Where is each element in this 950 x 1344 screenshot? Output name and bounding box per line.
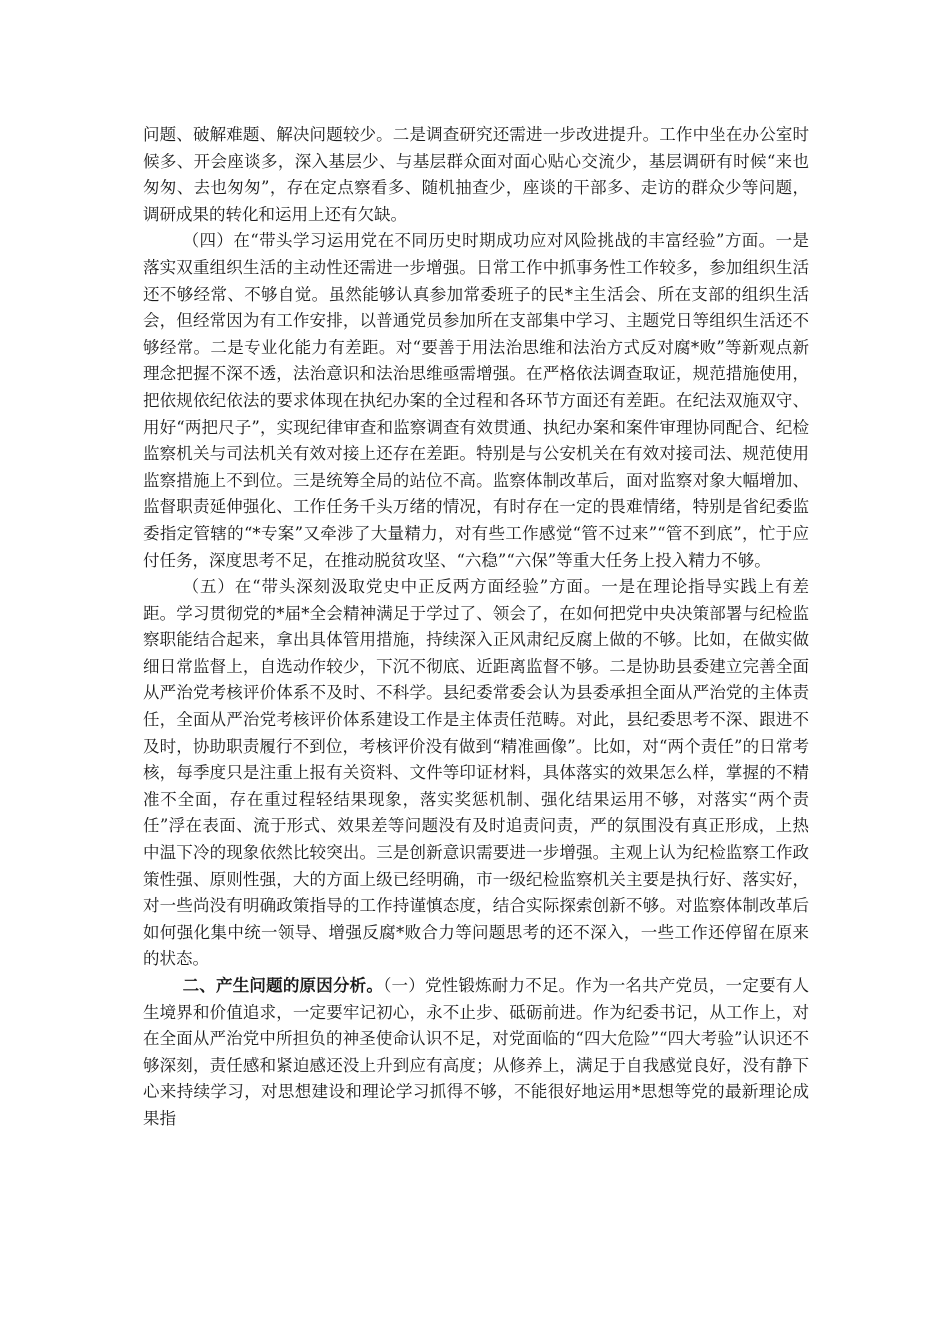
paragraph-2-text: （四）在“带头学习运用党在不同历史时期成功应对风险挑战的丰富经验”方面。一是落实双重组织生活的主动性还需进一步增强。日常工作中抓事务性工作较多，参加组织生活还不够经常、不够自觉。虽然能够认真参加常委班子的民*主生活会、所在支部的组织生活会，但经常因为有工作安排，以普通党员参加所在支部集中学习、主题党日等组织生活还不够经常。二是专业化能力有差距。对“要善于用法治思维和法治方式反对腐*败”等新观点新理念把握不深不透，法治意识和法治思维亟需增强。在严格依法调查取证，规范措施使用，把依规依纪依法的要求体现在执纪办案的全过程和各环节方面还有差距。在纪法双施双守、用好“两把尺子”，实现纪律审查和监察调查有效贯通、执纪办案和案件审理协同配合、纪检监察机关与司法机关有效对接上还存在差距。特别是与公安机关在有效对接司法、规范使用监察措施上不到位。三是统筹全局的站位不高。监察体制改革后，面对监察对象大幅增加、监督职责延伸强化、工作任务千头万绪的情况，有时存在一定的畏难情绪，特别是省纪委监委指定管辖的“*专案”又牵涉了大量精力，对有些工作感觉“管不过来”“管不到底”，忙于应付任务，深度思考不足，在推动脱贫攻坚、“六稳”“六保”等重大任务上投入精力不够。 bbox=[143, 231, 809, 570]
paragraph-1-text: 问题、破解难题、解决问题较少。二是调查研究还需进一步改进提升。工作中坐在办公室时候多、开会座谈多，深入基层少、与基层群众面对面心贴心交流少，基层调研有时候“来也匆匆、去也匆匆”，存在定点察看多、随机抽查少，座谈的干部多、走访的群众少等问题，调研成果的转化和运用上还有欠缺。 bbox=[143, 125, 809, 224]
paragraph-3-text: （五）在“带头深刻汲取党史中正反两方面经验”方面。一是在理论指导实践上有差距。学习贯彻党的*届*全会精神满足于学过了、领会了，在如何把党中央决策部署与纪检监察职能结合起来，拿出具体管用措施，持续深入正风肃纪反腐上做的不够。比如，在做实做细日常监督上，自选动作较少，下沉不彻底、近距离监督不够。二是协助县委建立完善全面从严治党考核评价体系不及时、不科学。县纪委常委会认为县委承担全面从严治党的主体责任，全面从严治党考核评价体系建设工作是主体责任范畴。对此，县纪委思考不深、跟进不及时，协助职责履行不到位，考核评价没有做到“精准画像”。比如，对“两个责任”的日常考核，每季度只是注重上报有关资料、文件等印证材料，具体落实的效果怎么样，掌握的不精准不全面，存在重过程轻结果现象，落实奖惩机制、强化结果运用不够，对落实“两个责任”浮在表面、流于形式、效果差等问题没有及时追责问责，严的氛围没有真正形成，上热中温下冷的现象依然比较突出。三是创新意识需要进一步增强。主观上认为纪检监察工作政策性强、原则性强，大的方面上级已经明确，市一级纪检监察机关主要是执行好、落实好，对一些尚没有明确政策指导的工作持谨慎态度，结合实际探索创新不够。对监察体制改革后如何强化集中统一领导、增强反腐*败合力等问题思考的还不深入，一些工作还停留在原来的状态。 bbox=[143, 577, 809, 969]
paragraph-2 bbox=[143, 228, 809, 574]
section-heading: 二、产生问题的原因分析。 bbox=[182, 976, 384, 995]
document-page bbox=[143, 122, 809, 1133]
paragraph-3 bbox=[143, 574, 809, 973]
paragraph-1 bbox=[143, 122, 809, 228]
paragraph-4 bbox=[143, 973, 809, 1133]
paragraph-4-text: （一）党性锻炼耐力不足。作为一名共产党员，一定要有人生境界和价值追求，一定要牢记初心，永不止步、砥砺前进。作为纪委书记，从工作上，对在全面从严治党中所担负的神圣使命认识不足，对党面临的“四大危险”“四大考验”认识还不够深刻，责任感和紧迫感还没上升到应有高度；从修养上，满足于自我感觉良好，没有静下心来持续学习，对思想建设和理论学习抓得不够，不能很好地运用*思想等党的最新理论成果指 bbox=[143, 976, 810, 1128]
